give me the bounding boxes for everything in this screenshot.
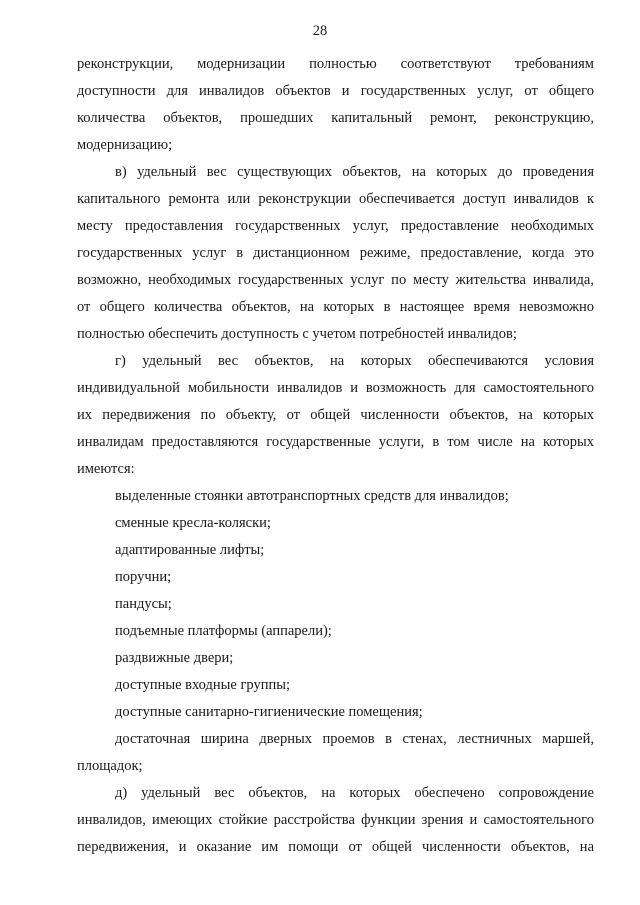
page-number: 28 (312, 23, 328, 39)
text-line: доступности для инвалидов объектов и государственных услуг, от общего (77, 83, 594, 99)
text-line: индивидуальной мобильности инвалидов и возможность для самостоятельного (77, 380, 594, 396)
list-item: доступные входные группы; (115, 677, 291, 693)
text-line: инвалидам предоставляются государственные услуги, в том числе на которых (77, 434, 594, 450)
text-line: модернизацию; (77, 137, 173, 153)
text-line: имеются: (77, 461, 135, 477)
text-line: государственных услуг в дистанционном режиме, предоставление, когда это (77, 245, 594, 261)
list-item: подъемные платформы (аппарели); (115, 623, 332, 639)
text-line: количества объектов, прошедших капитальный ремонт, реконструкцию, (77, 110, 594, 126)
text-line: их передвижения по объекту, от общей численности объектов, на которых (77, 407, 594, 423)
text-line: возможно, необходимых государственных услуг по месту жительства инвалида, (77, 272, 594, 288)
list-item: сменные кресла-коляски; (115, 515, 271, 531)
list-item: доступные санитарно-гигиенические помещения; (115, 704, 423, 720)
text-line: от общего количества объектов, на которых в настоящее время невозможно (77, 299, 594, 315)
text-line: реконструкции, модернизации полностью соответствуют требованиям (77, 56, 594, 72)
text-line: месту предоставления государственных услуг, предоставление необходимых (77, 218, 594, 234)
list-item: адаптированные лифты; (115, 542, 265, 558)
list-item: пандусы; (115, 596, 172, 612)
list-item: достаточная ширина дверных проемов в стенах, лестничных маршей, (115, 731, 594, 747)
text-line: полностью обеспечить доступность с учетом потребностей инвалидов; (77, 326, 517, 342)
list-item: раздвижные двери; (115, 650, 234, 666)
text-line: капитального ремонта или реконструкции обеспечивается доступ инвалидов к (77, 191, 594, 207)
text-line: в) удельный вес существующих объектов, на которых до проведения (115, 164, 594, 180)
text-line: передвижения, и оказание им помощи от общей численности объектов, на (77, 839, 594, 855)
list-item: выделенные стоянки автотранспортных средств для инвалидов; (115, 488, 509, 504)
text-line: д) удельный вес объектов, на которых обеспечено сопровождение (115, 785, 594, 801)
text-line: площадок; (77, 758, 143, 774)
list-item: поручни; (115, 569, 172, 585)
text-line: инвалидов, имеющих стойкие расстройства функции зрения и самостоятельного (77, 812, 594, 828)
text-line: г) удельный вес объектов, на которых обеспечиваются условия (115, 353, 594, 369)
